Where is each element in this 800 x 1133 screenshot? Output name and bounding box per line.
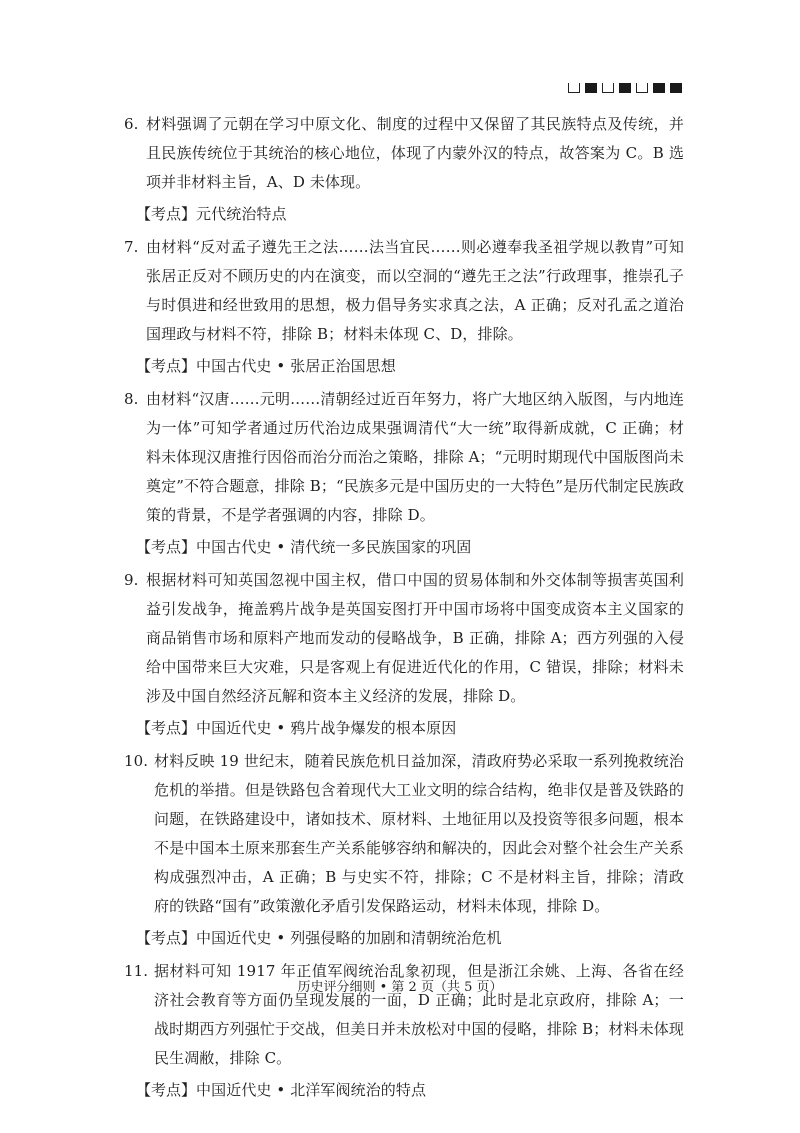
knowledge-point-label: 【考点】 — [136, 357, 197, 375]
knowledge-point — [124, 352, 684, 381]
filled-square-mark — [653, 83, 665, 93]
item-explanation: 材料强调了元朝在学习中原文化、制度的过程中又保留了其民族特点及传统，并且民族传统位于其统治的核心地位，体现了内蒙外汉的特点，故答案为 C。B 选项并非材料主旨，A、D 未体现。 — [146, 115, 684, 191]
answer-item-11 — [124, 957, 684, 1073]
item-explanation: 由材料“反对孟子遵先王之法……法当宜民……则必遵奉我圣祖学规以教胄”可知张居正反对不顾历史的内在演变，而以空洞的“遵先王之法”行政理事，推崇孔子与时俱进和经世致用的思想，极力倡导务实求真之法，A 正确；反对孔孟之道治国理政与材料不符，排除 B；材料未体现 C、D，排除。 — [146, 238, 684, 343]
item-number: 11. — [124, 962, 149, 980]
answer-item-6 — [124, 110, 684, 197]
filled-square-mark — [670, 83, 682, 93]
knowledge-point-text: 中国近代史 • 北洋军阀统治的特点 — [196, 1081, 427, 1099]
knowledge-point-text: 中国近代史 • 列强侵略的加剧和清朝统治危机 — [196, 929, 502, 947]
answer-item-9 — [124, 566, 684, 711]
page-footer: 历史评分细则 • 第 2 页（共 5 页） — [297, 980, 503, 995]
knowledge-point-label: 【考点】 — [136, 719, 197, 737]
filled-square-mark — [619, 83, 631, 93]
open-square-mark — [636, 83, 648, 93]
open-square-mark — [602, 83, 614, 93]
open-square-mark — [568, 83, 580, 93]
answer-list — [124, 110, 684, 1109]
knowledge-point — [124, 1076, 684, 1105]
knowledge-point — [124, 533, 684, 562]
knowledge-point-label: 【考点】 — [136, 1081, 197, 1099]
item-explanation: 根据材料可知英国忽视中国主权，借口中国的贸易体制和外交体制等损害英国利益引发战争，掩盖鸦片战争是英国妄图打开中国市场将中国变成资本主义国家的商品销售市场和原料产地而发动的侵略战争，B 正确，排除 A；西方列强的入侵给中国带来巨大灾难，只是客观上有促进近代化的作用，C 错误，排除；材料未涉及中国自然经济瓦解和资本主义经济的发展，排除 D。 — [146, 571, 684, 705]
item-number: 6. — [124, 115, 139, 133]
knowledge-point — [124, 714, 684, 743]
item-number: 9. — [124, 571, 139, 589]
knowledge-point-label: 【考点】 — [136, 929, 197, 947]
answer-item-8 — [124, 385, 684, 530]
item-explanation: 据材料可知 1917 年正值军阀统治乱象初现，但是浙江余姚、上海、各省在经济社会教育等方面仍呈现发展的一面，D 正确；此时是北京政府，排除 A；一战时期西方列强忙于交战，但美日并未放松对中国的侵略，排除 B；材料未体现民生凋敝，排除 C。 — [154, 962, 684, 1067]
knowledge-point-text: 中国古代史 • 张居正治国思想 — [196, 357, 396, 375]
knowledge-point-text: 元代统治特点 — [196, 205, 287, 223]
item-number: 10. — [124, 752, 149, 770]
knowledge-point — [124, 200, 684, 229]
item-number: 7. — [124, 238, 139, 256]
item-number: 8. — [124, 390, 139, 408]
knowledge-point-label: 【考点】 — [136, 205, 197, 223]
knowledge-point-label: 【考点】 — [136, 538, 197, 556]
knowledge-point-text: 中国古代史 • 清代统一多民族国家的巩固 — [196, 538, 472, 556]
knowledge-point-text: 中国近代史 • 鸦片战争爆发的根本原因 — [196, 719, 457, 737]
header-marks — [568, 83, 682, 93]
item-explanation: 材料反映 19 世纪末，随着民族危机日益加深，清政府势必采取一系列挽救统治危机的举措。但是铁路包含着现代大工业文明的综合结构，绝非仅是普及铁路的问题，在铁路建设中，诸如技术、原材料、土地征用以及投资等很多问题，根本不是中国本土原来那套生产关系能够容纳和解决的，因此会对整个社会生产关系构成强烈冲击，A 正确；B 与史实不符，排除；C 不是材料主旨，排除；清政府的铁路“国有”政策激化矛盾引发保路运动，材料未体现，排除 D。 — [154, 752, 684, 915]
item-explanation: 由材料“汉唐……元明……清朝经过近百年努力，将广大地区纳入版图，与内地连为一体”可知学者通过历代治边成果强调清代“大一统”取得新成就，C 正确；材料未体现汉唐推行因俗而治分而治之策略，排除 A；“元明时期现代中国版图尚未奠定”不符合题意，排除 B；“民族多元是中国历史的一大特色”是历代制定民族政策的背景，不是学者强调的内容，排除 D。 — [146, 390, 684, 524]
answer-item-7 — [124, 233, 684, 349]
knowledge-point — [124, 924, 684, 953]
filled-square-mark — [585, 83, 597, 93]
answer-item-10 — [124, 747, 684, 921]
